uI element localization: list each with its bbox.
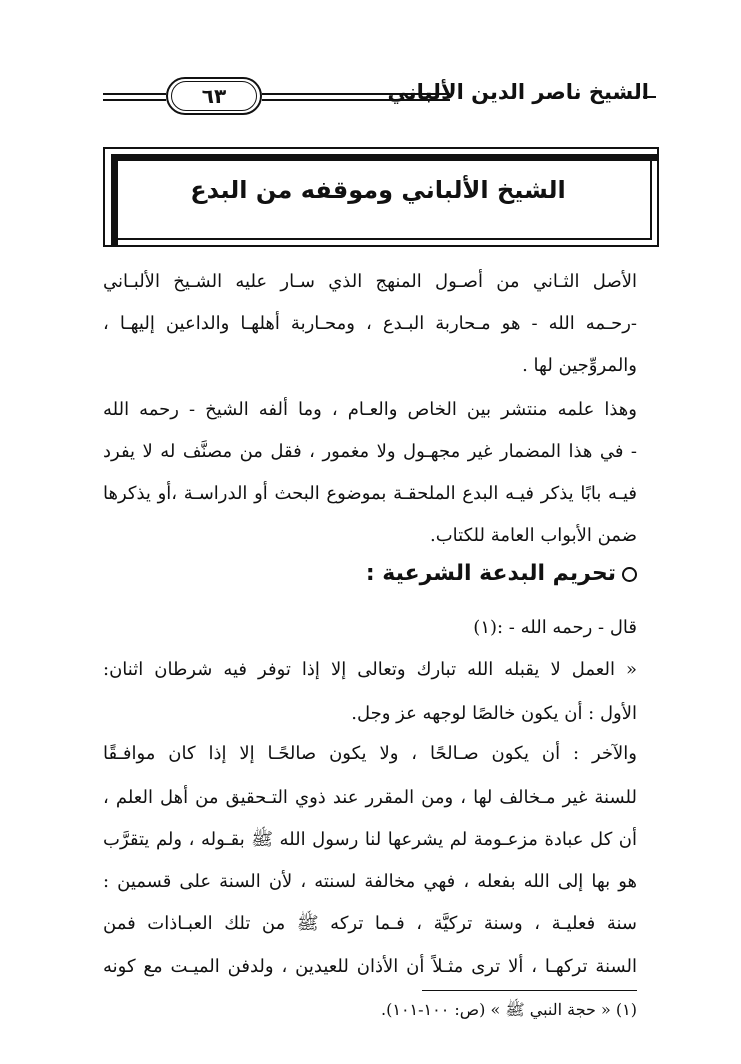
footnote: (١) « حجة النبي ﷺ » (ص: ١٠٠-١٠١). (381, 1000, 637, 1019)
quote-line: الأول : أن يكون خالصًا لوجهه عز وجل. (351, 703, 637, 724)
quote-line: للسنة غير مـخالف لها ، ومن المقرر عند ذوي التـحقيق من أهل العلم ، (103, 787, 637, 808)
quote-intro: قال - رحمه الله - :(١) (473, 617, 637, 638)
paragraph-line: والمروِّجين لها . (522, 355, 637, 376)
page-number: ٦٣ (171, 81, 257, 111)
section-title: الشيخ الألباني وموقفه من البدع (190, 176, 566, 204)
quote-line: هو بها إلى الله بفعله ، فهي مخالفة لسنته ، لأن السنة على قسمين : (103, 871, 637, 892)
paragraph-line: - في هذا المضمار غير مجهـول ولا مغمور ، فقل من مصنَّف له لا يفرد (103, 441, 637, 462)
quote-line: أن كل عبادة مزعـومة لم يشرعها لنا رسول الله ﷺ بقـوله ، ولم يتقرَّب (103, 829, 637, 850)
page-number-badge (166, 77, 262, 115)
quote-line: « العمل لا يقبله الله تبارك وتعالى إلا إذا توفر فيه شرطان اثنان: (103, 659, 637, 680)
quote-line: السنة تركهـا ، ألا ترى مثـلاً أن الأذان للعيدين ، ولدفن الميـت مع كونه (103, 956, 637, 977)
subheading (366, 562, 637, 586)
paragraph-line: ضمن الأبواب العامة للكتاب. (430, 525, 637, 546)
paragraph-line: -رحـمه الله - هو مـحاربة البـدع ، ومحـاربة أهلهـا والداعين إليهـا ، (103, 313, 637, 334)
footnote-rule (422, 990, 637, 991)
paragraph-line: وهذا علمه منتشر بين الخاص والعـام ، وما ألفه الشيخ - رحمه الله (103, 399, 637, 420)
subheading-text: تحريم البدعة الشرعية : (365, 561, 616, 586)
circle-bullet-icon (622, 567, 637, 582)
running-header-title: الشيخ ناصر الدين الألباني (387, 80, 649, 104)
quote-line: والآخر : أن يكون صـالحًا ، ولا يكون صالحًـا إلا إذا كان موافـقًا (103, 743, 637, 764)
paragraph-line: فيـه بابًا يذكر فيـه البدع الملحقـة بموضوع البحث أو الدراسـة ،أو يذكرها (103, 483, 637, 504)
paragraph-line: الأصل الثـاني من أصـول المنهج الذي سـار عليه الشـيخ الألبـاني (103, 271, 637, 292)
quote-line: سنة فعليـة ، وسنة تركيَّة ، فـما تركه ﷺ من تلك العبـاذات فمن (103, 913, 637, 934)
header-rule (103, 93, 166, 95)
header-rule (103, 99, 166, 101)
